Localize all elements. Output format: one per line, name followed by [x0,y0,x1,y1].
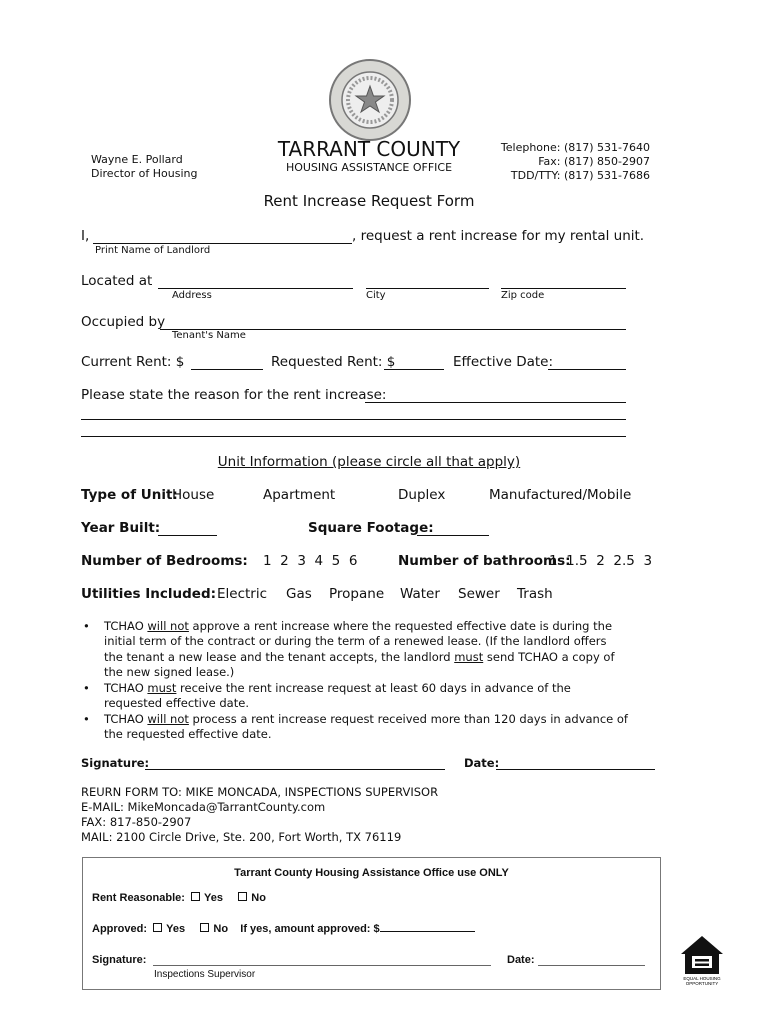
director-title: Director of Housing [91,167,198,180]
reason-field-3[interactable] [81,436,626,437]
landlord-name-field[interactable] [93,243,352,244]
year-built-label: Year Built: [81,520,161,536]
rent-reasonable-no-checkbox[interactable] [238,892,247,901]
current-rent-label: Current Rent: $ [81,354,185,370]
equal-housing-opportunity-icon [680,934,724,986]
unit-type-apartment[interactable]: Apartment [263,487,336,503]
svg-text:EQUAL HOUSING: EQUAL HOUSING [683,976,721,981]
amount-approved-label: If yes, amount approved: $ [240,923,380,935]
utility-electric[interactable]: Electric [217,586,268,602]
current-rent-field[interactable] [191,369,263,370]
address-label: Address [172,290,212,301]
amount-approved-field[interactable] [380,931,475,932]
square-footage-label: Square Footage: [308,520,434,536]
yes-label: Yes [204,892,224,904]
director-name: Wayne E. Pollard [91,153,183,166]
rent-reasonable-yes-checkbox[interactable] [191,892,200,901]
reason-label: Please state the reason for the rent increase: [81,387,387,403]
city-label: City [366,290,386,301]
tdd: TDD/TTY: (817) 531-7686 [510,169,650,182]
no-label: No [213,923,229,935]
bathroom-options[interactable]: 1 1.5 2 2.5 3 [549,553,653,569]
supervisor-signature-field[interactable] [153,965,491,966]
reason-field-1[interactable] [365,402,626,403]
supervisor-label: Inspections Supervisor [154,969,256,980]
bullet-item: • TCHAO will not approve a rent increase where the requested effective date is during the initial term of the contract or during the term of a renewed lease. (If the landlord offers the tenant a new lease and the tenant accepts, the landlord must send TCHAO a copy of the new signed lease.) [83,619,615,680]
page-title: Rent Increase Request Form [263,192,475,210]
office-name: HOUSING ASSISTANCE OFFICE [285,161,453,174]
date-label: Date: [464,756,500,770]
unit-type-house[interactable]: House [172,487,215,503]
unit-type-label: Type of Unit: [81,487,178,503]
bedroom-options[interactable]: 1 2 3 4 5 6 [263,553,358,569]
rent-reasonable-label: Rent Reasonable: [92,892,185,904]
effective-date-label: Effective Date: [453,354,554,370]
signature-field[interactable] [145,769,445,770]
i-prefix: I, [81,228,90,244]
unit-type-duplex[interactable]: Duplex [398,487,446,503]
requested-rent-label: Requested Rent: $ [271,354,396,370]
return-email[interactable]: E-MAIL: MikeMoncada@TarrantCounty.com [81,800,326,814]
approved-label: Approved: [92,923,147,935]
unit-type-manufactured[interactable]: Manufactured/Mobile [489,487,632,503]
return-to: REURN FORM TO: MIKE MONCADA, INSPECTIONS SUPERVISOR [81,785,439,799]
utility-water[interactable]: Water [400,586,440,602]
org-name: TARRANT COUNTY [277,137,461,161]
unit-info-heading: Unit Information (please circle all that apply) [217,454,521,470]
supervisor-signature-label: Signature: [92,954,147,966]
utilities-label: Utilities Included: [81,586,217,602]
return-fax: FAX: 817-850-2907 [81,815,192,829]
located-label: Located at [81,273,153,289]
bathrooms-label: Number of bathrooms: [398,553,571,569]
telephone: Telephone: (817) 531-7640 [500,141,650,154]
effective-date-field[interactable] [548,369,626,370]
bullet-item: • TCHAO will not process a rent increase request received more than 120 days in advance of the requested effective date. [83,712,628,742]
bedrooms-label: Number of Bedrooms: [81,553,248,569]
no-label: No [251,892,266,904]
svg-text:OPPORTUNITY: OPPORTUNITY [685,981,719,986]
zip-field[interactable] [501,288,626,289]
office-use-box [82,857,661,990]
county-seal-icon [328,58,412,142]
utility-propane[interactable]: Propane [329,586,385,602]
tenant-label: Tenant's Name [172,330,246,341]
year-built-field[interactable] [158,535,217,536]
reason-field-2[interactable] [81,419,626,420]
request-text: , request a rent increase for my rental unit. [352,228,645,244]
landlord-label: Print Name of Landlord [95,245,211,256]
supervisor-date-label: Date: [507,954,535,966]
date-field[interactable] [496,769,655,770]
square-footage-field[interactable] [417,535,489,536]
city-field[interactable] [366,288,489,289]
address-field[interactable] [158,288,353,289]
utility-trash[interactable]: Trash [517,586,553,602]
signature-label: Signature: [81,756,150,770]
occupied-label: Occupied by [81,314,166,330]
bullet-item: • TCHAO must receive the rent increase request at least 60 days in advance of the requested effective date. [83,681,571,711]
utility-sewer[interactable]: Sewer [458,586,500,602]
return-mail: MAIL: 2100 Circle Drive, Ste. 200, Fort Worth, TX 76119 [81,830,402,844]
office-box-title: Tarrant County Housing Assistance Office use ONLY [234,867,509,879]
yes-label: Yes [166,923,186,935]
supervisor-date-field[interactable] [538,965,645,966]
utility-gas[interactable]: Gas [286,586,312,602]
zip-label: Zip code [501,290,545,301]
fax: Fax: (817) 850-2907 [538,155,650,168]
approved-yes-checkbox[interactable] [153,923,162,932]
approved-no-checkbox[interactable] [200,923,209,932]
requested-rent-field[interactable] [384,369,444,370]
